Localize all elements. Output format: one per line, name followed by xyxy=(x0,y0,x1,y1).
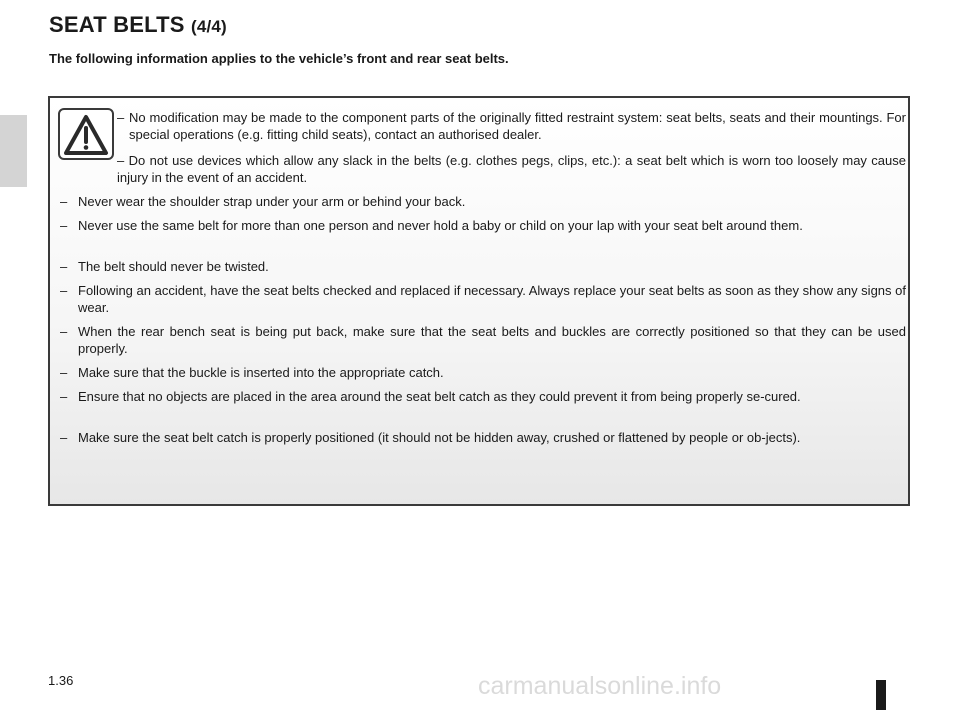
warning-item: – The belt should never be twisted. xyxy=(60,259,269,274)
warning-item: – Make sure that the buckle is inserted into the appropriate catch. xyxy=(60,365,444,380)
section-tab xyxy=(0,115,27,187)
warning-box xyxy=(48,96,910,506)
intro-text: The following information applies to the vehicle’s front and rear seat belts. xyxy=(49,51,509,66)
warning-item: – Never wear the shoulder strap under your arm or behind your back. xyxy=(60,194,466,209)
page-title xyxy=(49,12,227,38)
page-number: 1.36 xyxy=(48,673,74,688)
page-edge-mark xyxy=(876,680,886,710)
warning-item: – Following an accident, have the seat belts checked and replaced if necessary. Always replace your seat belts as soon as they show any signs of wear. xyxy=(60,283,906,315)
watermark: carmanualsonline.info xyxy=(478,672,722,700)
warning-item: – Do not use devices which allow any slack in the belts (e.g. clothes pegs, clips, etc.): a seat belt which is worn too loosely may cause injury in the event of an accident. xyxy=(117,153,907,185)
warning-item: – Ensure that no objects are placed in the area around the seat belt catch as they could prevent it from being properly se-cured. xyxy=(60,389,801,404)
warning-item: – Never use the same belt for more than one person and never hold a baby or child on your lap with your seat belt around them. xyxy=(60,218,803,233)
warning-item: – Make sure the seat belt catch is properly positioned (it should not be hidden away, crushed or flattened by people or ob-jects). xyxy=(60,430,801,445)
warning-triangle-icon xyxy=(58,108,114,160)
warning-item: – When the rear bench seat is being put back, make sure that the seat belts and buckles are correctly positioned so that they can be used properly. xyxy=(60,324,906,356)
warning-item: – No modification may be made to the component parts of the originally fitted restraint system: seat belts, seats and their mountings. For special operations (e.g. fitting child seats), contact an authorised dealer. xyxy=(117,110,906,142)
title-text: SEAT BELTS xyxy=(49,12,185,37)
title-part: (4/4) xyxy=(190,17,227,36)
